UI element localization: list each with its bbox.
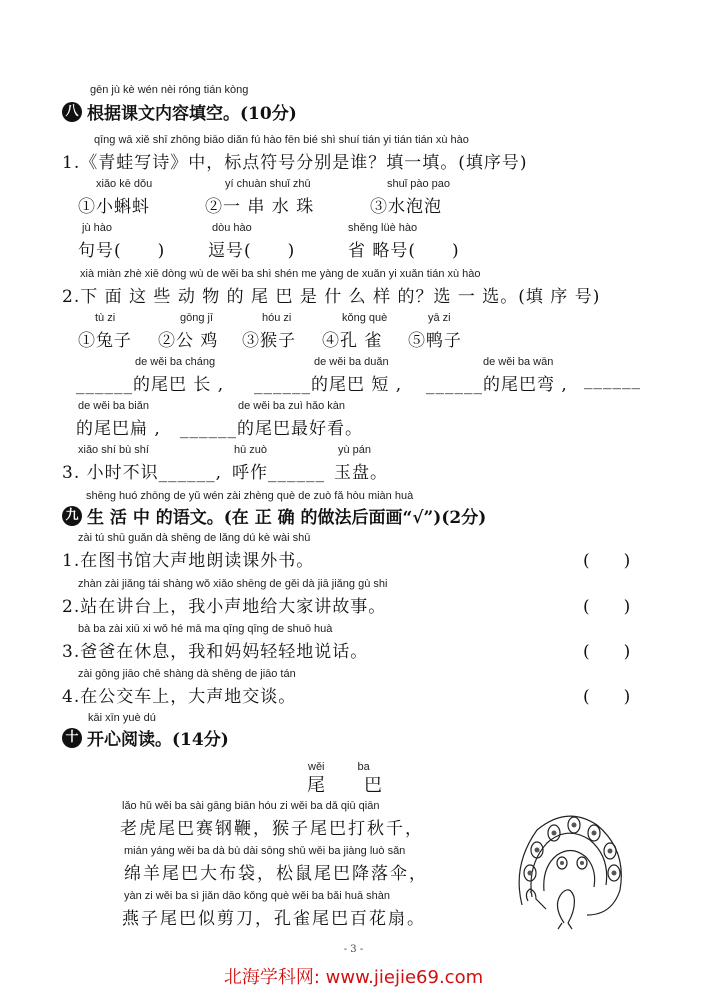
section9-pinyin: shēng huó zhōng de yǔ wén zài zhèng què de zuò fǎ hòu miàn huà	[86, 490, 414, 502]
q2-line1-p3: de wěi ba wān	[483, 356, 554, 368]
q2-opt2-pinyin: gōng jī	[180, 312, 214, 324]
section10-title: 开心阅读。(14分)	[87, 730, 229, 750]
q2-opt5-pinyin: yā zi	[428, 312, 451, 324]
q3-c: 玉盘。	[334, 463, 388, 483]
q3-p2: hū zuò	[234, 444, 268, 456]
s9-item3-pinyin: bà ba zài xiū xi wǒ hé mā ma qīng qīng de shuō huà	[78, 623, 333, 635]
section8-badge: 八	[62, 102, 82, 122]
q2-opt2: ②公 鸡	[158, 331, 219, 351]
q2-opt1: ①兔子	[78, 331, 132, 351]
q2-line2-p2: de wěi ba zuì hǎo kàn	[238, 400, 346, 412]
page-number: - 3 -	[343, 944, 364, 955]
q1-opt1-pinyin: xiǎo kē dǒu	[96, 178, 153, 190]
q2-opt1-pinyin: tù zi	[95, 312, 116, 324]
s9-item4-answer[interactable]: ( )	[583, 687, 631, 707]
q1-opt3-pinyin: shuǐ pào pao	[387, 178, 450, 190]
poem-line1-pinyin: lǎo hǔ wěi ba sài gāng biān hóu zi wěi ba dǎ qiū qiān	[122, 800, 380, 812]
poem-title: 尾 巴	[307, 775, 383, 796]
q3-p3: yù pán	[338, 444, 372, 456]
poem-line2-pinyin: mián yáng wěi ba dà bù dài sōng shǔ wěi ba jiàng luò sǎn	[124, 845, 406, 857]
section8-pinyin: gēn jù kè wén nèi róng tián kòng	[90, 84, 249, 96]
poem-line3: 燕子尾巴似剪刀，孔雀尾巴百花扇。	[122, 909, 426, 929]
section9-title: 生 活 中 的语文。(在 正 确 的做法后面画“√”)(2分)	[87, 508, 487, 528]
q1-opt2: ②一 串 水 珠	[205, 197, 315, 217]
q2-line2-p1: de wěi ba biǎn	[78, 400, 149, 412]
q1-text: 1.《青蛙写诗》中，标点符号分别是谁？填一填。(填序号)	[62, 153, 528, 173]
q2-line2-b[interactable]: ______的尾巴最好看。	[180, 419, 363, 439]
q1-opt1: ①小蝌蚪	[78, 197, 150, 217]
peacock-illustration	[502, 805, 632, 930]
q2-opt5: ⑤鸭子	[408, 331, 462, 351]
section9-header	[62, 503, 486, 528]
s9-item4-pinyin: zài gōng jiāo chē shàng dà shēng de jiāo tán	[78, 668, 296, 680]
q2-opt3-pinyin: hóu zi	[262, 312, 292, 324]
s9-item3-text: 3.爸爸在休息，我和妈妈轻轻地说话。	[62, 642, 369, 662]
section8-title: 根据课文内容填空。(10分)	[87, 104, 297, 124]
q2-opt4-pinyin: kǒng què	[342, 312, 388, 324]
s9-item2-pinyin: zhàn zài jiǎng tái shàng wǒ xiǎo shēng de gěi dà jiā jiǎng gù shi	[78, 578, 388, 590]
poem-line1: 老虎尾巴赛钢鞭，猴子尾巴打秋千，	[120, 819, 424, 839]
q1-blank2-pinyin: dòu hào	[212, 222, 252, 234]
q2-line1-d[interactable]: ______	[584, 370, 641, 390]
section8-header	[62, 99, 297, 124]
q3-a[interactable]: 3. 小时不识______,	[62, 463, 223, 483]
section9-badge: 九	[62, 506, 82, 526]
q2-line2-a: 的尾巴扁 ,	[76, 419, 161, 439]
q1-blank1-pinyin: jù hào	[82, 222, 112, 234]
q1-pinyin: qīng wā xiě shī zhōng biāo diǎn fú hào fēn bié shì shuí tián yi tián tián xù hào	[94, 134, 469, 146]
section10-badge: 十	[62, 728, 82, 748]
q2-line1-p1: de wěi ba cháng	[135, 356, 216, 368]
poem-title-pinyin: wěi ba	[308, 761, 370, 773]
q1-opt3: ③水泡泡	[370, 197, 442, 217]
q1-blank1[interactable]: 句号( )	[78, 241, 166, 261]
s9-item2-text: 2.站在讲台上，我小声地给大家讲故事。	[62, 597, 387, 617]
q2-opt4: ④孔 雀	[322, 331, 383, 351]
q1-blank3[interactable]: 省 略号( )	[348, 241, 460, 261]
q3-b[interactable]: 呼作______	[232, 463, 325, 483]
poem-line3-pinyin: yàn zi wěi ba sì jiǎn dāo kǒng què wěi ba bǎi huā shàn	[124, 890, 391, 902]
q3-p1: xiǎo shí bù shí	[78, 444, 149, 456]
q1-opt2-pinyin: yí chuàn shuǐ zhū	[225, 178, 311, 190]
q1-blank3-pinyin: shěng lüè hào	[348, 222, 418, 234]
s9-item3-answer[interactable]: ( )	[583, 642, 631, 662]
q2-pinyin: xià miàn zhè xiē dòng wù de wěi ba shì shén me yàng de xuǎn yi xuǎn tián xù hào	[80, 268, 481, 280]
s9-item1-pinyin: zài tú shū guǎn dà shēng de lǎng dú kè wài shū	[78, 532, 311, 544]
q2-text: 2.下 面 这 些 动 物 的 尾 巴 是 什 么 样 的？选 一 选。(填 序 号)	[62, 287, 601, 307]
q2-line1-a[interactable]: ______的尾巴 长 ,	[76, 375, 225, 395]
poem-line2: 绵羊尾巴大布袋，松鼠尾巴降落伞，	[124, 864, 428, 884]
q2-line1-c[interactable]: ______的尾巴弯 ,	[426, 375, 568, 395]
s9-item4-text: 4.在公交车上，大声地交谈。	[62, 687, 297, 707]
q2-line1-p2: de wěi ba duǎn	[314, 356, 389, 368]
section10-pinyin: kāi xīn yuè dú	[88, 712, 156, 724]
s9-item2-answer[interactable]: ( )	[583, 597, 631, 617]
q2-opt3: ③猴子	[242, 331, 296, 351]
footer-watermark[interactable]: 北海学科网: www.jiejie69.com	[223, 967, 484, 988]
s9-item1-answer[interactable]: ( )	[583, 551, 631, 571]
q1-blank2[interactable]: 逗号( )	[208, 241, 296, 261]
section10-header	[62, 725, 229, 750]
s9-item1-text: 1.在图书馆大声地朗读课外书。	[62, 551, 315, 571]
q2-line1-b[interactable]: ______的尾巴 短 ,	[254, 375, 403, 395]
